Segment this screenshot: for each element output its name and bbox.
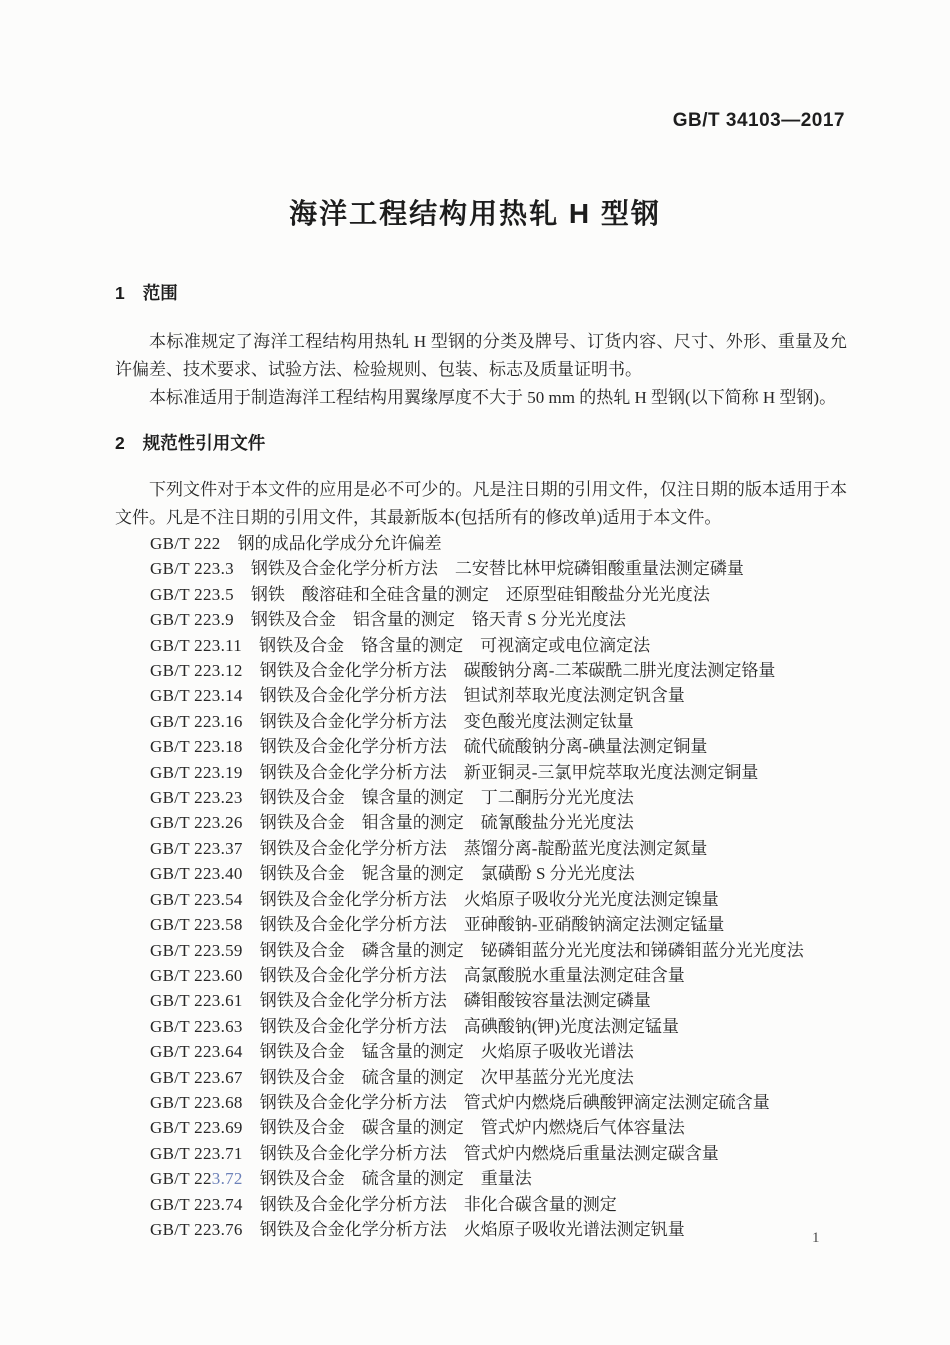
reference-code: GB/T 223.54	[150, 889, 243, 909]
document-title: 海洋工程结构用热轧 H 型钢	[289, 198, 661, 229]
section-2-intro	[115, 476, 847, 532]
reference-code: GB/T 223.64	[150, 1042, 243, 1062]
reference-description: 钢的成品化学成分允许偏差	[237, 534, 442, 553]
reference-description: 钢铁及合金化学分析方法 钽试剂萃取光度法测定钒含量	[259, 686, 685, 706]
paragraph: 下列文件对于本文件的应用是必不可少的。凡是注日期的引用文件，仅注日期的版本适用于本文件。凡是不注日期的引用文件，其最新版本(包括所有的修改单)适用于本文件。	[115, 480, 847, 527]
reference-item	[150, 1115, 850, 1140]
reference-item	[150, 556, 850, 581]
reference-code: GB/T 223.63	[150, 1016, 243, 1036]
reference-item	[150, 988, 850, 1013]
reference-code: GB/T 223.68	[150, 1092, 243, 1112]
reference-code: GB/T 223.16	[150, 711, 243, 731]
reference-item	[150, 607, 850, 632]
paragraph: 本标准规定了海洋工程结构用热轧 H 型钢的分类及牌号、订货内容、尺寸、外形、重量及允许偏差、技术要求、试验方法、检验规则、包装、标志及质量证明书。	[115, 332, 847, 379]
reference-description: 钢铁及合金化学分析方法 管式炉内燃烧后碘酸钾滴定法测定硫含量	[259, 1092, 770, 1112]
reference-item	[150, 861, 850, 886]
reference-description: 钢铁及合金化学分析方法 管式炉内燃烧后重量法测定碳含量	[259, 1143, 719, 1163]
reference-description: 钢铁及合金化学分析方法 蒸馏分离-靛酚蓝光度法测定氮量	[259, 838, 708, 858]
section-1-title: 范围	[142, 283, 178, 303]
reference-description: 钢铁及合金化学分析方法 火焰原子吸收分光光度法测定镍量	[259, 889, 719, 909]
reference-code: GB/T 223.71	[150, 1143, 243, 1163]
reference-code: GB/T 223.12	[150, 661, 243, 681]
scan-tint-text: 3.72	[211, 1169, 243, 1189]
reference-item	[150, 785, 850, 810]
reference-description: 钢铁及合金化学分析方法 高氯酸脱水重量法测定硅含量	[259, 965, 685, 985]
reference-item	[150, 1141, 850, 1166]
reference-item	[150, 1065, 850, 1090]
reference-item	[150, 1014, 850, 1039]
reference-item	[150, 633, 850, 658]
reference-item	[150, 709, 850, 734]
reference-item	[150, 683, 850, 708]
reference-item	[150, 658, 850, 683]
reference-description: 钢铁及合金 硫含量的测定 次甲基蓝分光光度法	[259, 1067, 634, 1087]
reference-description: 钢铁及合金 镍含量的测定 丁二酮肟分光光度法	[259, 788, 634, 808]
section-2-heading	[115, 430, 265, 455]
reference-code: GB/T 222	[150, 534, 221, 553]
paragraph: 本标准适用于制造海洋工程结构用翼缘厚度不大于 50 mm 的热轧 H 型钢(以下简称 H 型钢)。	[149, 388, 837, 407]
reference-list	[150, 531, 850, 1242]
reference-item	[150, 760, 850, 785]
reference-code: GB/T 223.9	[150, 610, 234, 630]
reference-description: 钢铁及合金 铝含量的测定 铬天青 S 分光光度法	[250, 610, 626, 630]
reference-code: GB/T 223.72	[150, 1169, 243, 1189]
reference-code: GB/T 223.58	[150, 915, 243, 935]
reference-code: GB/T 223.14	[150, 686, 243, 706]
section-2-number: 2	[115, 433, 125, 453]
reference-item	[150, 531, 850, 556]
reference-description: 钢铁及合金 锰含量的测定 火焰原子吸收光谱法	[259, 1042, 634, 1062]
reference-code: GB/T 223.40	[150, 864, 243, 884]
standard-code-header: GB/T 34103—2017	[672, 110, 845, 131]
reference-description: 钢铁及合金 铬含量的测定 可视滴定或电位滴定法	[259, 635, 651, 655]
reference-description: 钢铁及合金 碳含量的测定 管式炉内燃烧后气体容量法	[259, 1118, 685, 1138]
section-2-title: 规范性引用文件	[142, 433, 266, 453]
reference-item	[150, 912, 850, 937]
reference-item	[150, 1192, 850, 1217]
reference-code: GB/T 223.11	[150, 635, 243, 655]
reference-item	[150, 887, 850, 912]
reference-code: GB/T 223.76	[150, 1219, 243, 1239]
reference-code: GB/T 223.19	[150, 762, 243, 782]
reference-description: 钢铁及合金化学分析方法 变色酸光度法测定钛量	[259, 711, 634, 731]
reference-description: 钢铁及合金化学分析方法 新亚铜灵-三氯甲烷萃取光度法测定铜量	[259, 762, 759, 782]
reference-code: GB/T 223.74	[150, 1194, 243, 1214]
reference-item	[150, 836, 850, 861]
reference-description: 钢铁及合金化学分析方法 非化合碳含量的测定	[259, 1194, 617, 1214]
section-1-body	[115, 328, 847, 412]
reference-item	[150, 582, 850, 607]
reference-item	[150, 1039, 850, 1064]
reference-description: 钢铁及合金化学分析方法 火焰原子吸收光谱法测定钒量	[259, 1219, 685, 1239]
section-1-heading	[115, 280, 178, 305]
reference-code: GB/T 223.3	[150, 559, 234, 579]
reference-code: GB/T 223.67	[150, 1067, 243, 1087]
reference-code: GB/T 223.5	[150, 584, 234, 604]
reference-item	[150, 1217, 850, 1242]
reference-item	[150, 963, 850, 988]
reference-description: 钢铁及合金化学分析方法 碳酸钠分离-二苯碳酰二肼光度法测定铬量	[259, 661, 776, 681]
reference-item	[150, 810, 850, 835]
reference-description: 钢铁及合金 铌含量的测定 氯磺酚 S 分光光度法	[259, 864, 635, 884]
reference-description: 钢铁及合金 钼含量的测定 硫氰酸盐分光光度法	[259, 813, 634, 833]
reference-code: GB/T 223.37	[150, 838, 243, 858]
reference-code: GB/T 223.18	[150, 737, 243, 757]
reference-description: 钢铁及合金化学分析方法 硫代硫酸钠分离-碘量法测定铜量	[259, 737, 708, 757]
reference-code: GB/T 223.69	[150, 1118, 243, 1138]
reference-item	[150, 1166, 850, 1191]
reference-description: 钢铁及合金化学分析方法 高碘酸钠(钾)光度法测定锰量	[259, 1016, 680, 1036]
reference-description: 钢铁及合金化学分析方法 亚砷酸钠-亚硝酸钠滴定法测定锰量	[259, 915, 725, 935]
reference-item	[150, 938, 850, 963]
section-1-number: 1	[115, 283, 125, 303]
reference-description: 钢铁 酸溶硅和全硅含量的测定 还原型硅钼酸盐分光光度法	[250, 584, 710, 604]
reference-item	[150, 734, 850, 759]
reference-description: 钢铁及合金 硫含量的测定 重量法	[259, 1169, 532, 1189]
reference-code: GB/T 223.59	[150, 940, 243, 960]
reference-description: 钢铁及合金化学分析方法 二安替比林甲烷磷钼酸重量法测定磷量	[250, 559, 744, 579]
reference-code: GB/T 223.61	[150, 991, 243, 1011]
reference-description: 钢铁及合金 磷含量的测定 铋磷钼蓝分光光度法和锑磷钼蓝分光光度法	[259, 940, 804, 960]
reference-code: GB/T 223.23	[150, 788, 243, 808]
reference-code: GB/T 223.26	[150, 813, 243, 833]
reference-item	[150, 1090, 850, 1115]
page-number: 1	[812, 1230, 820, 1246]
reference-description: 钢铁及合金化学分析方法 磷钼酸铵容量法测定磷量	[259, 991, 651, 1011]
reference-code: GB/T 223.60	[150, 965, 243, 985]
